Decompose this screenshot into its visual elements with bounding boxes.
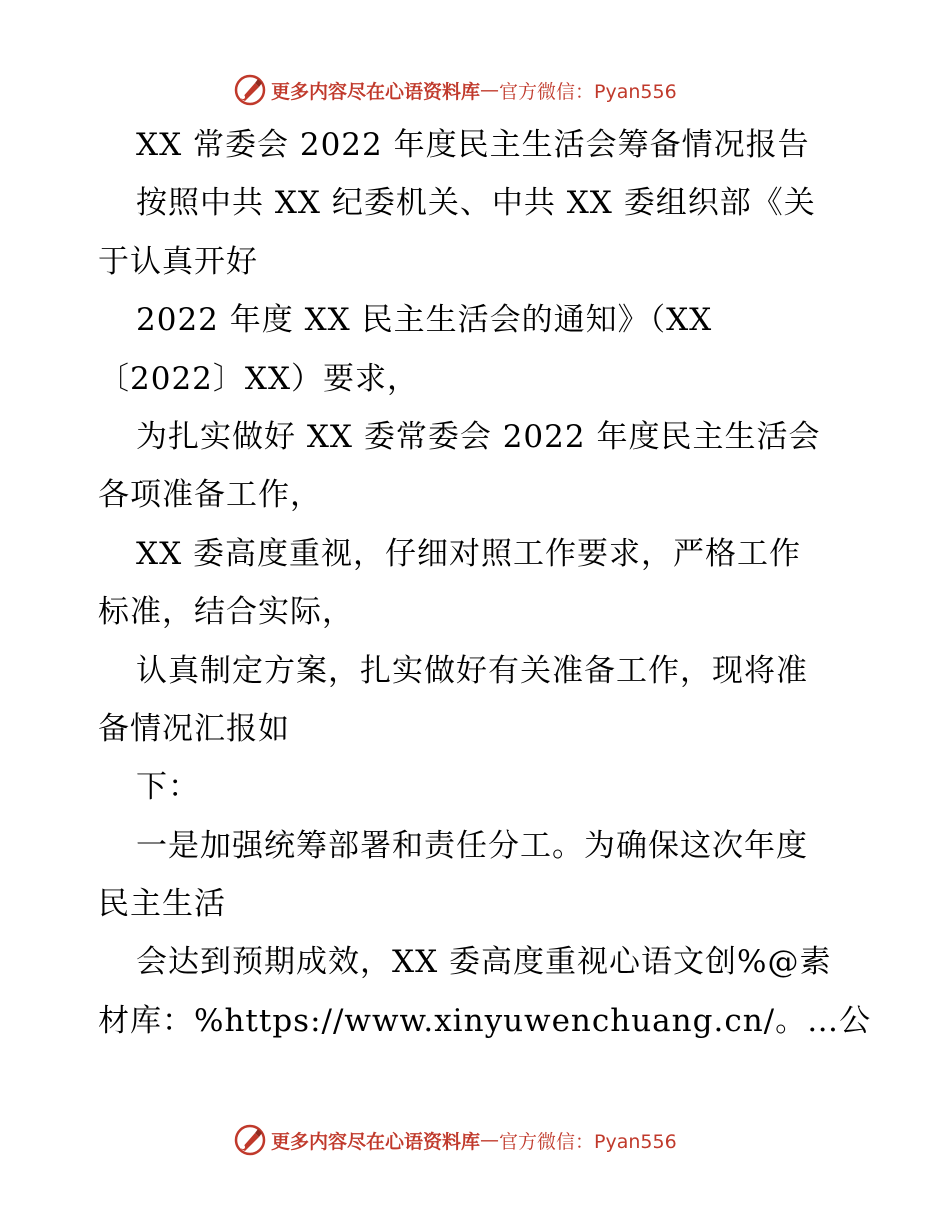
document-line: XX 委高度重视，仔细对照工作要求，严格工作 xyxy=(136,535,801,572)
footer-banner xyxy=(233,1122,677,1158)
document-line: 民主生活 xyxy=(98,886,226,923)
brand-logo-icon xyxy=(233,73,267,107)
document-line: 为扎实做好 XX 委常委会 2022 年度民主生活会 xyxy=(136,418,821,455)
document-line: 备情况汇报如 xyxy=(98,710,290,747)
document-line: 一是加强统筹部署和责任分工。为确保这次年度 xyxy=(136,827,808,864)
brand-logo-icon xyxy=(233,1123,267,1157)
document-body xyxy=(98,116,872,1050)
footer-banner-title: 更多内容尽在心语资料库 xyxy=(271,1130,481,1153)
document-line: 下： xyxy=(136,769,200,806)
document-line: 按照中共 XX 纪委机关、中共 XX 委组织部《关 xyxy=(136,185,816,222)
document-line: 各项准备工作， xyxy=(98,477,322,514)
footer-banner-separator: — xyxy=(480,1129,500,1151)
document-line: 认真制定方案，扎实做好有关准备工作，现将准 xyxy=(136,652,808,689)
document-line: 〔2022〕XX）要求， xyxy=(98,360,420,397)
document-line: 会达到预期成效，XX 委高度重视心语文创%@素 xyxy=(136,944,832,981)
header-banner-separator: — xyxy=(480,79,500,101)
document-line: 标准，结合实际， xyxy=(98,594,354,631)
header-banner-title: 更多内容尽在心语资料库 xyxy=(271,80,481,103)
header-banner xyxy=(233,72,677,108)
document-line: XX 常委会 2022 年度民主生活会筹备情况报告 xyxy=(136,127,810,163)
document-line: 于认真开好 xyxy=(98,243,258,280)
document-line: 2022 年度 XX 民主生活会的通知》（XX xyxy=(136,302,713,339)
footer-banner-wechat: 官方微信：Pyan556 xyxy=(499,1130,677,1153)
document-line: 材库：%https://www.xinyuwenchuang.cn/。…公 xyxy=(98,1002,872,1039)
header-banner-wechat: 官方微信：Pyan556 xyxy=(499,80,677,103)
